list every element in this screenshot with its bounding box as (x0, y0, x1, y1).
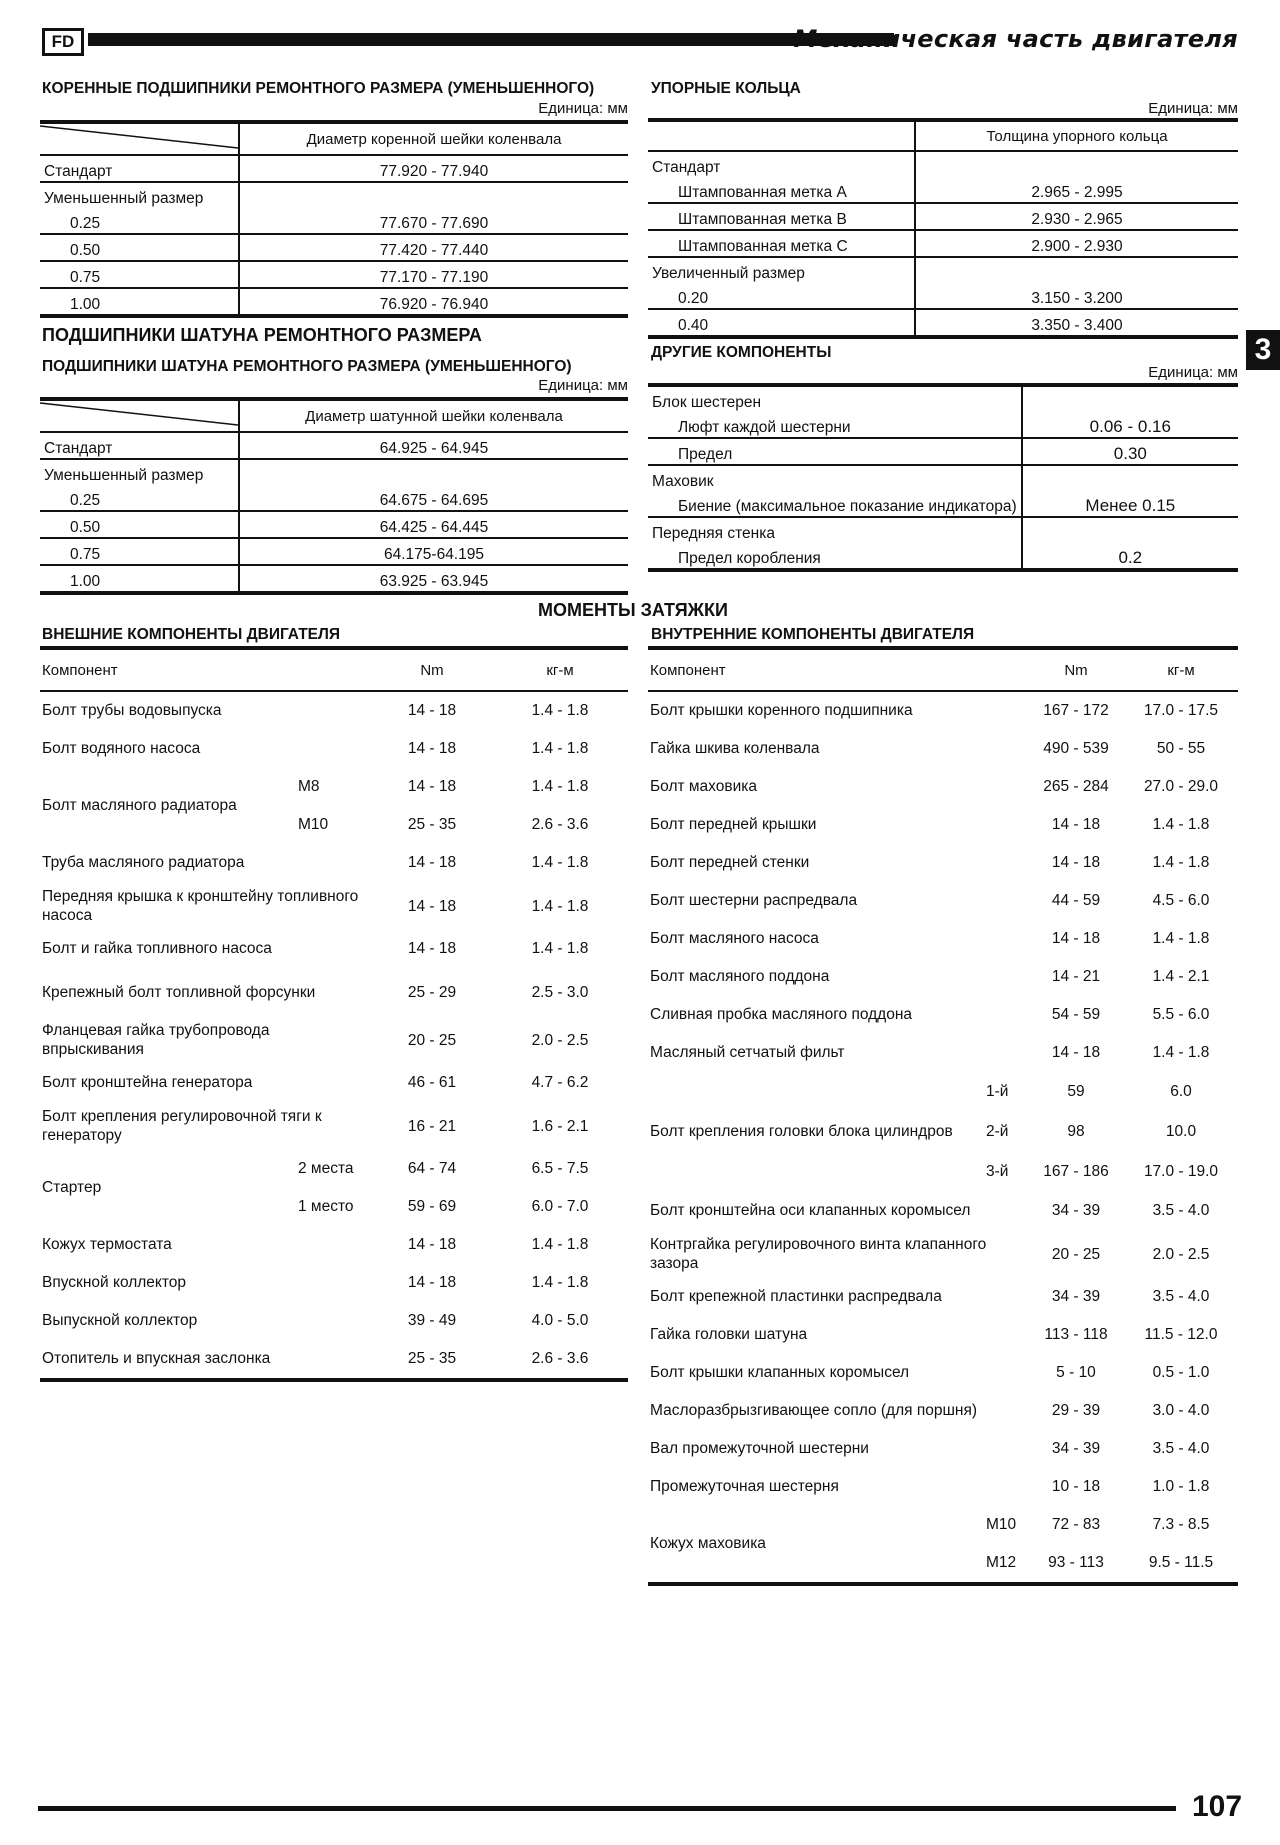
table-header-row (40, 399, 628, 432)
component-name: Фланцевая гайка трубопровода впрыскивания (42, 1022, 270, 1058)
table-row (648, 543, 1238, 570)
torque-kgm: 3.5 - 4.0 (1152, 1288, 1210, 1305)
row-value: 77.670 - 77.690 (239, 208, 628, 234)
torque-nm: 10 - 18 (1051, 1478, 1101, 1495)
torque-nm: 14 - 18 (1051, 854, 1101, 871)
component-name: Контргайка регулировочного винта клапанного зазора (650, 1236, 987, 1272)
row-label: Уменьшенный размер (40, 182, 239, 208)
torque-kgm: 4.0 - 5.0 (531, 1312, 589, 1329)
torque-row (40, 730, 628, 768)
torque-nm: 25 - 29 (407, 983, 457, 1001)
component-name: Болт крепления регулировочной тяги к генератору (42, 1108, 322, 1144)
torque-nm: 14 - 21 (1051, 968, 1101, 985)
torque-kgm: 2.0 - 2.5 (531, 1031, 589, 1049)
torque-row (40, 691, 628, 730)
row-value: 63.925 - 63.945 (239, 565, 628, 593)
torque-kgm: 27.0 - 29.0 (1143, 778, 1219, 795)
torque-nm: 34 - 39 (1051, 1288, 1101, 1305)
torque-kgm: 4.7 - 6.2 (531, 1074, 589, 1091)
component-name: Болт маховика (650, 778, 758, 795)
torque-nm: 20 - 25 (1051, 1245, 1101, 1263)
row-value: 0.30 (1022, 438, 1238, 465)
torque-row (648, 1278, 1238, 1316)
torque-nm: 39 - 49 (407, 1312, 457, 1329)
torque-row (648, 920, 1238, 958)
header-corner (40, 399, 239, 432)
row-label: 0.40 (648, 309, 915, 337)
row-label: 1.00 (40, 565, 239, 593)
component-name: Болт и гайка топливного насоса (42, 940, 272, 957)
torque-row (648, 882, 1238, 920)
row-label: Стандарт (40, 432, 239, 459)
torque-row (648, 1316, 1238, 1354)
component-name: Масляный сетчатый фильт (650, 1044, 845, 1061)
torque-row (648, 1354, 1238, 1392)
torque-header-row (648, 648, 1238, 691)
header-component: Компонент (648, 648, 1028, 691)
page-header (42, 25, 1238, 56)
row-value: 64.925 - 64.945 (239, 432, 628, 459)
torque-row (40, 1150, 628, 1188)
header-nm: Nm (372, 648, 492, 691)
row-label: 0.50 (40, 234, 239, 261)
torque-row (648, 1034, 1238, 1072)
rod-bearings-unit: Единица: мм (538, 377, 628, 394)
torque-nm: 34 - 39 (1051, 1202, 1101, 1219)
row-label: Увеличенный размер (648, 257, 915, 283)
row-value (239, 459, 628, 485)
row-value: 76.920 - 76.940 (239, 288, 628, 316)
torque-kgm: 5.5 - 6.0 (1152, 1006, 1210, 1023)
table-row (40, 432, 628, 459)
torque-nm: 265 - 284 (1043, 778, 1109, 795)
torque-nm: 34 - 39 (1051, 1440, 1101, 1457)
component-name: Стартер (42, 1179, 102, 1196)
table-row (648, 230, 1238, 257)
torque-row (40, 882, 628, 930)
torque-kgm: 1.4 - 2.1 (1152, 968, 1210, 985)
torque-kgm: 3.5 - 4.0 (1152, 1440, 1210, 1457)
column-header: Толщина упорного кольца (915, 120, 1238, 151)
row-value: Менее 0.15 (1022, 491, 1238, 517)
row-value (239, 182, 628, 208)
header-corner (40, 122, 239, 155)
torque-kgm: 7.3 - 8.5 (1152, 1516, 1210, 1533)
thrust-rings-unit: Единица: мм (1148, 100, 1238, 117)
torque-kgm: 6.0 (1170, 1083, 1192, 1100)
external-torque-table (40, 646, 628, 1382)
torque-kgm: 2.0 - 2.5 (1152, 1245, 1210, 1263)
component-spec: 2-й (986, 1123, 1009, 1140)
torque-kgm: 1.4 - 1.8 (531, 1274, 589, 1291)
component-name: Сливная пробка масляного поддона (650, 1006, 913, 1023)
section-logo: FD (42, 28, 84, 56)
main-bearings-title: КОРЕННЫЕ ПОДШИПНИКИ РЕМОНТНОГО РАЗМЕРА (УМЕНЬШЕННОГО) (42, 80, 595, 97)
torque-row (648, 1072, 1238, 1112)
torque-row (40, 1340, 628, 1380)
other-components-title: ДРУГИЕ КОМПОНЕНТЫ (651, 344, 832, 361)
torque-kgm: 6.5 - 7.5 (531, 1160, 589, 1177)
torque-row (40, 1226, 628, 1264)
torque-kgm: 2.5 - 3.0 (531, 983, 589, 1001)
torque-nm: 72 - 83 (1051, 1516, 1101, 1533)
torque-nm: 44 - 59 (1051, 892, 1101, 909)
main-bearings-unit: Единица: мм (538, 100, 628, 117)
torque-row (40, 1064, 628, 1102)
component-spec: 3-й (986, 1163, 1009, 1180)
torque-nm: 14 - 18 (407, 940, 457, 957)
torque-nm: 46 - 61 (407, 1074, 457, 1091)
diagonal-line (40, 124, 238, 150)
torque-kgm: 9.5 - 11.5 (1124, 1544, 1238, 1584)
column-header: Диаметр шатунной шейки коленвала (239, 399, 628, 432)
table-row (40, 234, 628, 261)
row-label: Стандарт (40, 155, 239, 182)
torque-row (40, 1102, 628, 1150)
torque-nm: 14 - 18 (407, 854, 457, 871)
component-name: Болт масляного поддона (650, 968, 830, 985)
row-value: 3.150 - 3.200 (915, 283, 1238, 309)
torque-nm: 14 - 18 (1051, 930, 1101, 947)
torque-title: МОМЕНТЫ ЗАТЯЖКИ (538, 600, 728, 620)
torque-nm: 14 - 18 (1051, 1044, 1101, 1061)
chapter-title: Механическая часть двигателя (793, 25, 1238, 53)
header-kgm: кг-м (1124, 648, 1238, 691)
header-component: Компонент (40, 648, 372, 691)
table-row (40, 208, 628, 234)
row-label: Штампованная метка А (648, 177, 915, 203)
torque-nm: 20 - 25 (407, 1031, 457, 1049)
torque-nm: 93 - 113 (1028, 1544, 1124, 1584)
component-spec: M12 (984, 1544, 1028, 1584)
torque-kgm: 1.4 - 1.8 (531, 778, 589, 795)
external-components-title: ВНЕШНИЕ КОМПОНЕНТЫ ДВИГАТЕЛЯ (42, 626, 341, 643)
torque-kgm: 1.4 - 1.8 (531, 702, 589, 719)
header-kgm: кг-м (492, 648, 628, 691)
component-name: Выпускной коллектор (42, 1312, 198, 1329)
thrust-rings-table (648, 118, 1238, 339)
row-label: 0.75 (40, 261, 239, 288)
torque-kgm: 1.4 - 1.8 (1152, 816, 1210, 833)
torque-kgm: 1.4 - 1.8 (1152, 930, 1210, 947)
torque-row (40, 1302, 628, 1340)
component-name: Кожух маховика (648, 1506, 984, 1584)
rod-bearings-table (40, 397, 628, 595)
other-components-table (648, 383, 1238, 572)
torque-kgm: 6.0 - 7.0 (531, 1198, 589, 1215)
row-value: 2.930 - 2.965 (915, 203, 1238, 230)
torque-row (648, 1392, 1238, 1430)
component-name: Болт кронштейна генератора (42, 1074, 253, 1091)
torque-kgm: 4.5 - 6.0 (1152, 892, 1210, 909)
table-row (648, 309, 1238, 337)
torque-kgm: 11.5 - 12.0 (1144, 1326, 1218, 1343)
torque-row (648, 1430, 1238, 1468)
torque-kgm: 2.6 - 3.6 (492, 1340, 628, 1380)
component-name: Болт водяного насоса (42, 740, 201, 757)
table-row (40, 538, 628, 565)
row-label: Предел (648, 438, 1022, 465)
torque-kgm: 17.0 - 17.5 (1143, 702, 1219, 719)
row-value: 77.920 - 77.940 (239, 155, 628, 182)
table-row (40, 565, 628, 593)
table-header-row (40, 122, 628, 155)
row-value: 64.175-64.195 (239, 538, 628, 565)
row-label: Маховик (648, 465, 1022, 491)
torque-row (40, 1264, 628, 1302)
torque-row (648, 996, 1238, 1034)
torque-row (648, 1506, 1238, 1544)
header-nm: Nm (1028, 648, 1124, 691)
row-value (915, 257, 1238, 283)
row-value (1022, 517, 1238, 543)
row-value: 0.06 - 0.16 (1022, 412, 1238, 438)
torque-nm: 113 - 118 (1044, 1326, 1108, 1343)
column-header: Диаметр коренной шейки коленвала (239, 122, 628, 155)
table-row (648, 151, 1238, 177)
row-label: Блок шестерен (648, 385, 1022, 412)
row-label: Уменьшенный размер (40, 459, 239, 485)
component-name: Вал промежуточной шестерни (650, 1440, 869, 1457)
row-value: 3.350 - 3.400 (915, 309, 1238, 337)
row-label: 0.75 (40, 538, 239, 565)
torque-row (648, 768, 1238, 806)
table-row (40, 261, 628, 288)
component-name: Труба масляного радиатора (42, 854, 245, 871)
torque-nm: 14 - 18 (407, 897, 457, 915)
table-row (648, 438, 1238, 465)
component-name: Гайка головки шатуна (650, 1326, 808, 1343)
row-label: Штампованная метка С (648, 230, 915, 257)
table-row (648, 491, 1238, 517)
torque-nm: 25 - 35 (372, 1340, 492, 1380)
table-row (648, 203, 1238, 230)
page-number: 107 (1192, 1790, 1243, 1823)
torque-kgm: 1.4 - 1.8 (531, 740, 589, 757)
torque-nm: 14 - 18 (407, 702, 457, 719)
torque-row (40, 768, 628, 806)
table-row (40, 459, 628, 485)
torque-kgm: 50 - 55 (1156, 740, 1206, 757)
row-label: 0.25 (40, 208, 239, 234)
torque-row (648, 730, 1238, 768)
torque-nm: 167 - 172 (1043, 702, 1109, 719)
component-spec: 2 места (298, 1160, 354, 1177)
table-row (648, 412, 1238, 438)
table-row (648, 465, 1238, 491)
torque-nm: 98 (1067, 1123, 1085, 1140)
component-name: Болт крышки клапанных коромысел (650, 1364, 910, 1381)
torque-kgm: 1.4 - 1.8 (1152, 854, 1210, 871)
torque-nm: 64 - 74 (407, 1160, 457, 1177)
torque-nm: 14 - 18 (407, 1236, 457, 1253)
row-value: 2.965 - 2.995 (915, 177, 1238, 203)
row-label: 0.25 (40, 485, 239, 511)
torque-kgm: 1.4 - 1.8 (531, 897, 589, 915)
torque-nm: 14 - 18 (407, 1274, 457, 1291)
component-name: Болт передней стенки (650, 854, 810, 871)
torque-kgm: 1.4 - 1.8 (531, 940, 589, 957)
torque-nm: 59 - 69 (407, 1198, 457, 1215)
component-spec: 1-й (986, 1083, 1009, 1100)
table-row (648, 517, 1238, 543)
torque-row (40, 1016, 628, 1064)
row-value: 2.900 - 2.930 (915, 230, 1238, 257)
torque-row (648, 1192, 1238, 1230)
component-spec: M10 (986, 1516, 1017, 1533)
torque-row (40, 930, 628, 968)
torque-row (648, 1230, 1238, 1278)
footer-bar (38, 1806, 1176, 1811)
diagonal-line (40, 401, 238, 427)
torque-row (40, 844, 628, 882)
torque-nm: 14 - 18 (1051, 816, 1101, 833)
component-name: Болт шестерни распредвала (650, 892, 858, 909)
torque-kgm: 2.6 - 3.6 (531, 816, 589, 833)
table-row (648, 385, 1238, 412)
row-value: 77.420 - 77.440 (239, 234, 628, 261)
component-name: Впускной коллектор (42, 1274, 187, 1291)
table-row (648, 177, 1238, 203)
rod-bearings-heading: ПОДШИПНИКИ ШАТУНА РЕМОНТНОГО РАЗМЕРА (42, 325, 482, 345)
thrust-rings-title: УПОРНЫЕ КОЛЬЦА (651, 80, 801, 97)
table-row (648, 283, 1238, 309)
torque-nm: 59 (1067, 1083, 1085, 1100)
table-row (40, 182, 628, 208)
table-row (40, 485, 628, 511)
row-value: 77.170 - 77.190 (239, 261, 628, 288)
component-name: Кожух термостата (42, 1236, 172, 1253)
component-name: Болт трубы водовыпуска (42, 702, 222, 719)
internal-torque-table (648, 646, 1238, 1586)
component-name: Болт крепления головки блока цилиндров (650, 1123, 953, 1140)
component-name: Болт кронштейна оси клапанных коромысел (650, 1202, 971, 1219)
torque-nm: 490 - 539 (1043, 740, 1109, 757)
row-label: Передняя стенка (648, 517, 1022, 543)
table-header-row (648, 120, 1238, 151)
torque-kgm: 1.4 - 1.8 (531, 1236, 589, 1253)
torque-nm: 16 - 21 (407, 1117, 457, 1135)
torque-nm: 167 - 186 (1043, 1163, 1109, 1180)
component-name: Крепежный болт топливной форсунки (42, 983, 316, 1001)
row-value (915, 151, 1238, 177)
torque-nm: 5 - 10 (1056, 1364, 1096, 1381)
component-spec: 1 место (298, 1198, 354, 1215)
torque-kgm: 1.4 - 1.8 (1152, 1044, 1210, 1061)
torque-nm: 25 - 35 (407, 816, 457, 833)
component-name: Гайка шкива коленвала (650, 740, 820, 757)
torque-kgm: 3.0 - 4.0 (1152, 1402, 1210, 1419)
rod-bearings-title: ПОДШИПНИКИ ШАТУНА РЕМОНТНОГО РАЗМЕРА (УМЕНЬШЕННОГО) (42, 358, 572, 375)
row-label: 0.20 (648, 283, 915, 309)
component-name: Болт крышки коренного подшипника (650, 702, 913, 719)
torque-row (648, 958, 1238, 996)
torque-row (648, 844, 1238, 882)
row-value: 0.2 (1022, 543, 1238, 570)
row-label: 1.00 (40, 288, 239, 316)
torque-nm: 29 - 39 (1051, 1402, 1101, 1419)
component-name: Промежуточная шестерня (650, 1478, 839, 1495)
component-spec: M8 (298, 778, 320, 795)
table-row (40, 288, 628, 316)
row-label: Штампованная метка В (648, 203, 915, 230)
torque-kgm: 17.0 - 19.0 (1143, 1163, 1219, 1180)
component-name: Маслоразбрызгивающее сопло (для поршня) (650, 1402, 977, 1419)
torque-row (648, 806, 1238, 844)
torque-nm: 14 - 18 (407, 778, 457, 795)
chapter-tab: 3 (1246, 330, 1280, 370)
table-row (40, 155, 628, 182)
table-row (648, 257, 1238, 283)
main-bearings-table (40, 120, 628, 318)
torque-row (648, 691, 1238, 730)
row-label: Люфт каждой шестерни (648, 412, 1022, 438)
other-components-unit: Единица: мм (1148, 364, 1238, 381)
component-name: Болт крепежной пластинки распредвала (650, 1288, 942, 1305)
row-value: 64.675 - 64.695 (239, 485, 628, 511)
header-bar (88, 33, 894, 46)
component-spec: M10 (298, 816, 329, 833)
torque-nm: 14 - 18 (407, 740, 457, 757)
row-value: 64.425 - 64.445 (239, 511, 628, 538)
component-name: Передняя крышка к кронштейну топливного насоса (42, 888, 359, 924)
internal-components-title: ВНУТРЕННИЕ КОМПОНЕНТЫ ДВИГАТЕЛЯ (651, 626, 975, 643)
torque-kgm: 0.5 - 1.0 (1152, 1364, 1210, 1381)
component-name: Болт передней крышки (650, 816, 817, 833)
torque-kgm: 1.4 - 1.8 (531, 854, 589, 871)
component-name: Отопитель и впускная заслонка (40, 1340, 372, 1380)
torque-kgm: 3.5 - 4.0 (1152, 1202, 1210, 1219)
table-row (40, 511, 628, 538)
torque-kgm: 1.6 - 2.1 (531, 1117, 589, 1135)
row-value (1022, 385, 1238, 412)
header-corner (648, 120, 915, 151)
row-label: Биение (максимальное показание индикатора) (648, 491, 1022, 517)
torque-nm: 54 - 59 (1051, 1006, 1101, 1023)
row-label: Стандарт (648, 151, 915, 177)
torque-header-row (40, 648, 628, 691)
component-name: Болт масляного насоса (650, 930, 819, 947)
row-value (1022, 465, 1238, 491)
torque-kgm: 1.0 - 1.8 (1152, 1478, 1210, 1495)
row-label: 0.50 (40, 511, 239, 538)
torque-row (40, 968, 628, 1016)
torque-kgm: 10.0 (1165, 1123, 1197, 1140)
component-name: Болт масляного радиатора (42, 797, 237, 814)
row-label: Предел коробления (648, 543, 1022, 570)
torque-row (648, 1468, 1238, 1506)
